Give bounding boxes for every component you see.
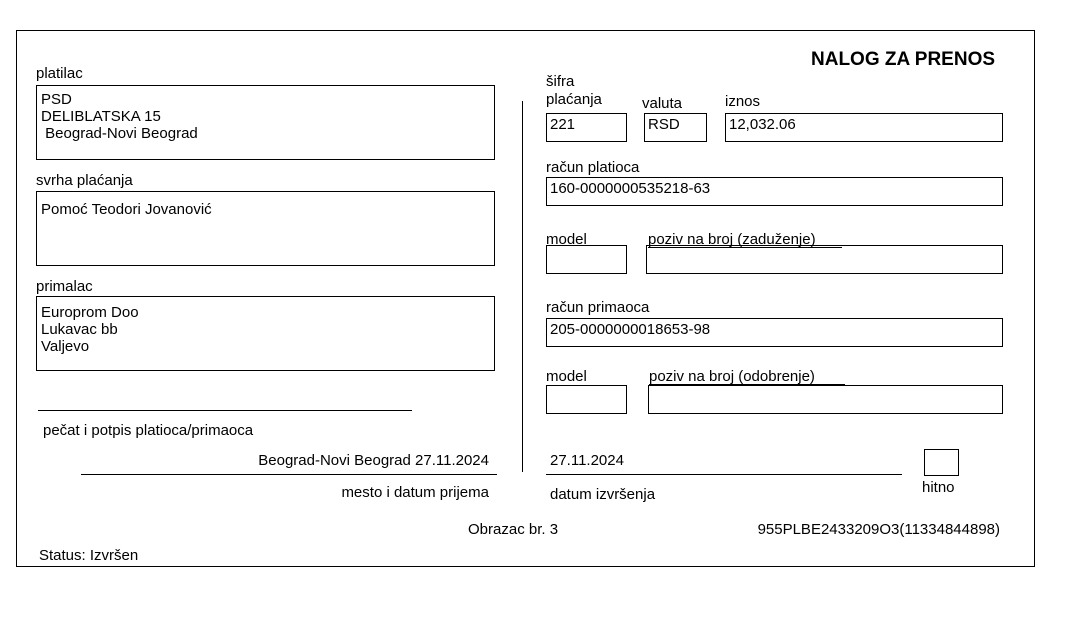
receipt-label: mesto i datum prijema (341, 484, 489, 501)
recipient-account-label: račun primaoca (546, 299, 650, 316)
receipt-line (81, 474, 497, 475)
urgent-checkbox (924, 449, 959, 476)
debit-reference-label: poziv na broj (zaduženje) (648, 231, 816, 248)
credit-reference-label: poziv na broj (odobrenje) (649, 368, 815, 385)
form-number: Obrazac br. 3 (468, 521, 559, 538)
form-title: NALOG ZA PRENOS (811, 49, 996, 70)
payer-account-label: račun platioca (546, 159, 640, 176)
status-text: Status: Izvršen (39, 547, 139, 564)
payment-order-form (16, 30, 1035, 567)
recipient-line: Europrom Doo (41, 304, 139, 321)
receipt-place-date: Beograd-Novi Beograd 27.11.2024 (258, 452, 489, 469)
currency-label: valuta (642, 95, 683, 112)
payer-line: PSD (41, 91, 72, 108)
purpose-box (36, 191, 495, 266)
amount-field: 12,032.06 (725, 113, 1003, 142)
credit-reference-field (648, 385, 1003, 414)
payer-box (36, 85, 495, 160)
payment-code-field: 221 (546, 113, 627, 142)
payer-line: DELIBLATSKA 15 (41, 108, 161, 125)
payer-account-field: 160-0000000535218-63 (546, 177, 1003, 206)
urgent-label: hitno (922, 479, 955, 496)
recipient-account-field: 205-0000000018653-98 (546, 318, 1003, 347)
recipient-box (36, 296, 495, 371)
execution-date: 27.11.2024 (550, 452, 624, 469)
recipient-label: primalac (36, 278, 93, 295)
amount-label: iznos (725, 93, 761, 110)
purpose-value: Pomoć Teodori Jovanović (41, 201, 212, 218)
recipient-line: Valjevo (41, 338, 90, 355)
column-divider (522, 101, 523, 472)
debit-reference-field (646, 245, 1003, 274)
payment-code-label-line1: šifra (546, 73, 575, 90)
payer-line: Beograd-Novi Beograd (41, 125, 198, 142)
signature-label: pečat i potpis platioca/primaoca (43, 422, 254, 439)
credit-model-field (546, 385, 627, 414)
execution-date-line (546, 474, 902, 475)
credit-model-label: model (546, 368, 587, 385)
execution-date-label: datum izvršenja (550, 486, 656, 503)
payment-code-label-line2: plaćanja (546, 91, 602, 108)
reference-code: 955PLBE2433209O3(11334844898) (757, 521, 1000, 538)
debit-model-field (546, 245, 627, 274)
recipient-line: Lukavac bb (41, 321, 118, 338)
payer-label: platilac (36, 65, 83, 82)
debit-model-label: model (546, 231, 587, 248)
signature-line (38, 410, 412, 411)
currency-field: RSD (644, 113, 707, 142)
purpose-label: svrha plaćanja (36, 172, 133, 189)
